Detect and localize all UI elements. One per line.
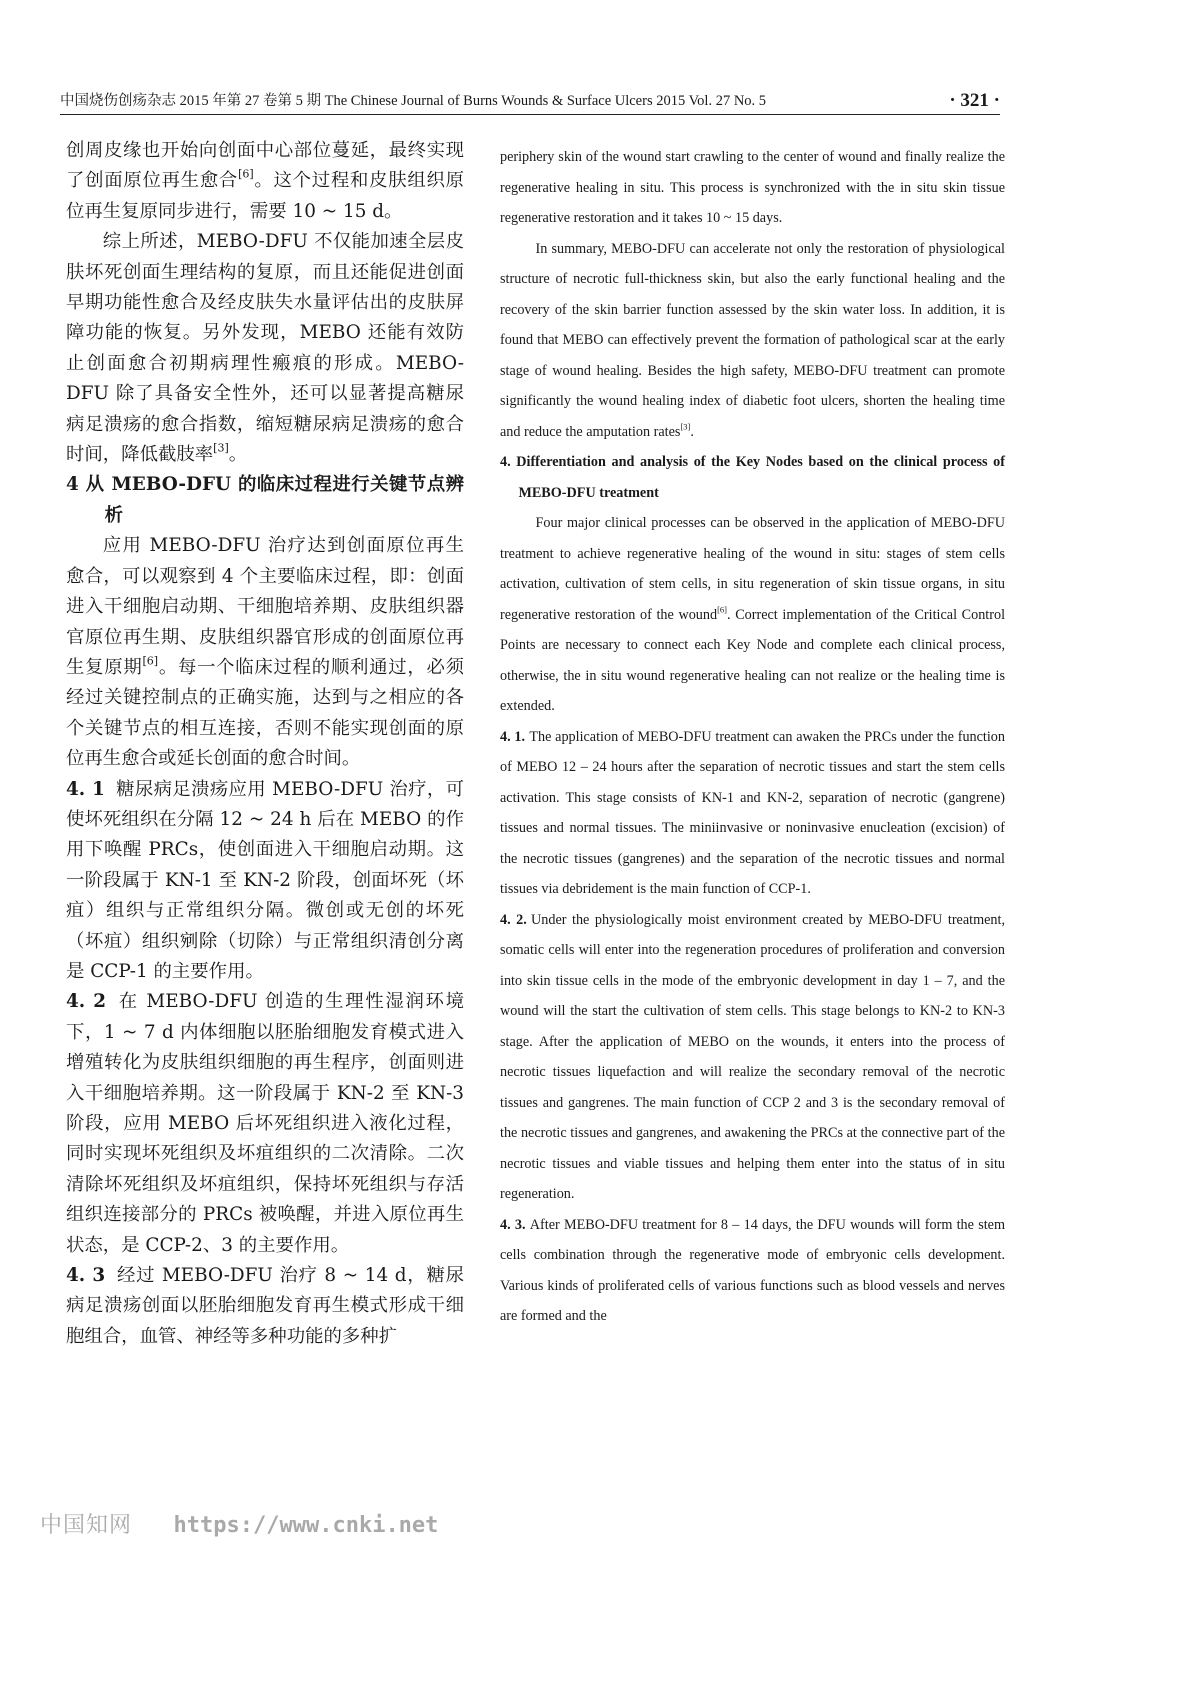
- paragraph: 应用 MEBO-DFU 治疗达到创面原位再生愈合，可以观察到 4 个主要临床过程，即：创面进入干细胞启动期、干细胞培养期、皮肤组织器官原位再生期、皮肤组织器官形成的创面原位再生复原期[6]。每一个临床过程的顺利通过，必须经过关键控制点的正确实施，达到与之相应的各个关键节点的相互连接，否则不能实现创面的原位再生愈合或延长创面的愈合时间。: [66, 535, 464, 770]
- journal-title: 中国烧伤创疡杂志 2015 年第 27 卷第 5 期 The Chinese Journal of Burns Wounds & Surface Ulcers 2015 Vol. 27 No. 5: [60, 93, 767, 109]
- subsection-4-2: 4. 2. Under the physiologically moist environment created by MEBO-DFU treatment, somatic cells will enter into the regeneration procedures of proliferation and conversion into skin tissue cells in the mode of the embryonic development in day 1 – 7, and the wound will the start the cultivation of stem cells. This stage belongs to KN-2 to KN-3 stage. After the application of MEBO on the wounds, it enters into the process of necrotic tissues liquefaction and will realize the secondary removal of the necrotic tissues and gangrenes. The main function of CCP 2 and 3 is the secondary removal of the necrotic tissues and gangrenes, and awakening the PRCs at the connective part of the necrotic tissues and viable tissues and helping them enter into the status of in situ regeneration.: [500, 911, 1006, 1202]
- subsection-number: 4. 1.: [500, 728, 526, 745]
- subsection-4-3: 4. 3. After MEBO-DFU treatment for 8 – 14 days, the DFU wounds will form the stem cells combination through the regenerative mode of embryonic cells development. Various kinds of proliferated cells of various functions such as blood vessels and nerves are formed and the: [500, 1216, 1005, 1324]
- paragraph: 综上所述，MEBO-DFU 不仅能加速全层皮肤坏死创面生理结构的复原，而且还能促进创面早期功能性愈合及经皮肤失水量评估出的皮肤屏障功能的恢复。另外发现，MEBO 还能有效防止创面愈合初期病理性瘢痕的形成。MEBO-DFU 除了具备安全性外，还可以显著提高糖尿病足溃疡的愈合指数，缩短糖尿病足溃疡的愈合时间，降低截肢率[3]。: [66, 231, 464, 466]
- citation-ref: [6]: [717, 604, 728, 615]
- paragraph: Four major clinical processes can be observed in the application of MEBO-DFU treatment to achieve regenerative healing of the wound in situ: stages of stem cells activation, cultivation of stem cells, in situ regeneration of skin tissue organs, in situ regenerative restoration of the wound[6]. Correct implementation of the Critical Control Points are necessary to connect each Key Node and complete each clinical process, otherwise, the in situ wound regenerative healing can not realize or the healing time is extended.: [500, 515, 1006, 714]
- page-number: · 321 ·: [949, 90, 1000, 111]
- subsection-number: 4. 3: [66, 1265, 106, 1287]
- watermark-url: https://www.cnki.net: [173, 1513, 439, 1538]
- subsection-4-1: 4. 1 糖尿病足溃疡应用 MEBO-DFU 治疗，可使坏死组织在分隔 12 ~ 24 h 后在 MEBO 的作用下唤醒 PRCs，使创面进入干细胞启动期。这一阶段属于 KN-1 至 KN-2 阶段，创面坏死（坏疽）组织与正常组织分隔。微创或无创的坏死（坏疽）组织剜除（切除）与正常组织清创分离是 CCP-1 的主要作用。: [66, 778, 464, 982]
- chinese-column: [66, 136, 464, 1352]
- subsection-4-2: 4. 2 在 MEBO-DFU 创造的生理性湿润环境下，1 ~ 7 d 内体细胞以胚胎细胞发育模式进入增殖转化为皮肤组织细胞的再生程序，创面则进入干细胞培养期。这一阶段属于 KN-2 至 KN-3 阶段，应用 MEBO 后坏死组织进入液化过程，同时实现坏死组织及坏疽组织的二次清除。二次清除坏死组织及坏疽组织，保持坏死组织与存活组织连接部分的 PRCs 被唤醒，并进入原位再生状态，是 CCP-2、3 的主要作用。: [66, 991, 464, 1256]
- citation-ref: [3]: [213, 441, 229, 455]
- subsection-number: 4. 3.: [500, 1216, 526, 1233]
- english-column: [500, 142, 1005, 1332]
- subsection-number: 4. 2.: [500, 911, 527, 928]
- section-heading: 4 从 MEBO-DFU 的临床过程进行关键节点辨析: [66, 474, 464, 526]
- cnki-watermark: [40, 1508, 438, 1539]
- paragraph: 创周皮缘也开始向创面中心部位蔓延，最终实现了创面原位再生愈合[6]。这个过程和皮肤组织原位再生复原同步进行，需要 10 ~ 15 d。: [66, 140, 464, 222]
- subsection-number: 4. 2: [66, 991, 107, 1013]
- citation-ref: [3]: [680, 421, 691, 432]
- subsection-number: 4. 1: [66, 778, 105, 800]
- subsection-4-3: 4. 3 经过 MEBO-DFU 治疗 8 ~ 14 d，糖尿病足溃疡创面以胚胎细胞发育再生模式形成干细胞组合，血管、神经等多种功能的多种扩: [66, 1265, 464, 1347]
- subsection-4-1: 4. 1. The application of MEBO-DFU treatment can awaken the PRCs under the function of MEBO 12 – 24 hours after the separation of necrotic tissues and start the stem cells activation. This stage consists of KN-1 and KN-2, separation of necrotic (gangrene) tissues and normal tissues. The miniinvasive or noninvasive enucleation (excision) of the necrotic tissues (gangrenes) and the separation of the necrotic tissues and normal tissues via debridement is the main function of CCP-1.: [500, 728, 1005, 897]
- section-heading: 4. Differentiation and analysis of the Key Nodes based on the clinical process of MEBO-DFU treatment: [500, 454, 1005, 501]
- citation-ref: [6]: [238, 168, 254, 182]
- paragraph: In summary, MEBO-DFU can accelerate not only the restoration of physiological structure of necrotic full-thickness skin, but also the early functional healing and the recovery of the skin barrier function assessed by the skin water loss. In addition, it is found that MEBO can effectively prevent the formation of pathological scar at the early stage of wound healing. Besides the high safety, MEBO-DFU treatment can promote significantly the wound healing index of diabetic foot ulcers, shorten the healing time and reduce the amputation rates[3].: [500, 240, 1005, 440]
- watermark-brand: 中国知网: [40, 1513, 133, 1538]
- citation-ref: [6]: [142, 654, 159, 668]
- running-header: [60, 88, 1000, 115]
- paragraph: periphery skin of the wound start crawling to the center of wound and finally realize the regenerative healing in situ. This process is synchronized with the in situ skin tissue regenerative restoration and it takes 10 ~ 15 days.: [500, 149, 1005, 226]
